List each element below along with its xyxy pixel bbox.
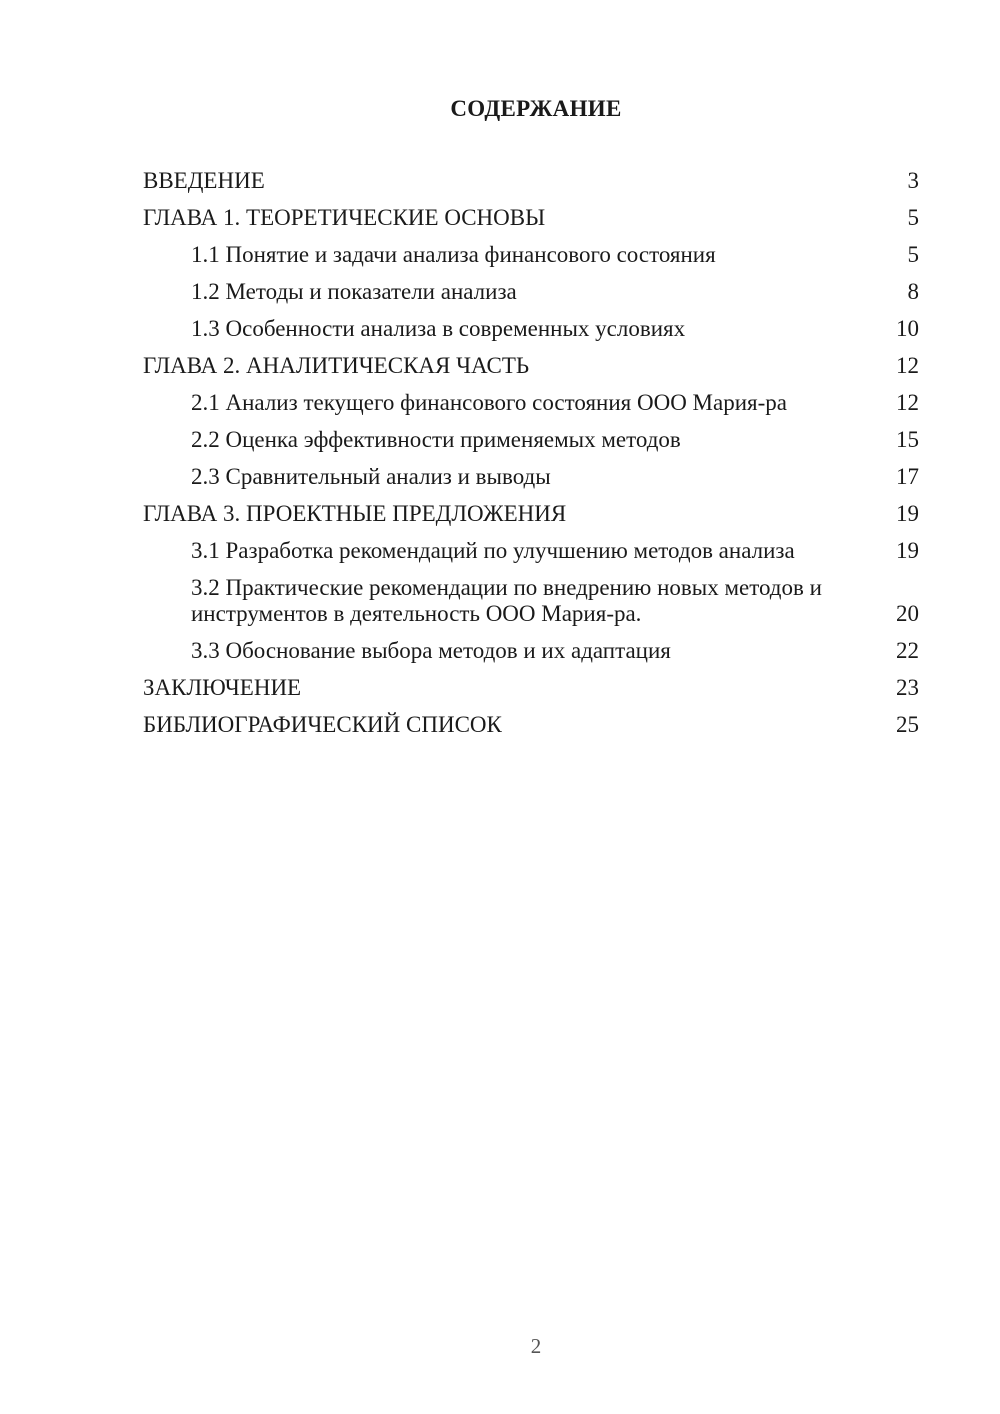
page-number: 2 [530, 1334, 542, 1358]
toc-entry [143, 353, 919, 379]
toc-entry-text: 1.2 Методы и показатели анализа [191, 279, 517, 304]
toc-entry-text: 2.1 Анализ текущего финансового состояния ООО Мария-ра [191, 390, 787, 415]
toc-entry [143, 316, 919, 342]
table-of-contents [143, 168, 919, 749]
toc-entry [143, 279, 919, 305]
toc-entry-page: 3 [907, 168, 919, 193]
toc-entry-page: 17 [896, 464, 919, 489]
toc-entry [143, 242, 919, 268]
toc-entry-page: 15 [896, 427, 919, 452]
toc-entry [143, 575, 919, 627]
toc-entry-text: ГЛАВА 3. ПРОЕКТНЫЕ ПРЕДЛОЖЕНИЯ [143, 501, 567, 526]
toc-entry-text: ГЛАВА 2. АНАЛИТИЧЕСКАЯ ЧАСТЬ [143, 353, 530, 378]
toc-entry [143, 464, 919, 490]
toc-entry [143, 501, 919, 527]
toc-entry [143, 538, 919, 564]
toc-entry-text: 3.2 Практические рекомендации по внедрению новых методов и инструментов в деятельность ООО Мария-ра. [191, 575, 822, 626]
toc-entry-text: БИБЛИОГРАФИЧЕСКИЙ СПИСОК [143, 712, 502, 737]
toc-entry-text: 2.3 Сравнительный анализ и выводы [191, 464, 551, 489]
toc-entry-page: 12 [896, 353, 919, 378]
toc-entry-page: 8 [907, 279, 919, 304]
toc-entry [143, 168, 919, 194]
toc-entry-page: 23 [896, 675, 919, 700]
toc-entry [143, 638, 919, 664]
toc-entry-text: 2.2 Оценка эффективности применяемых методов [191, 427, 681, 452]
toc-title: СОДЕРЖАНИЕ [450, 96, 622, 121]
toc-entry-text: 3.1 Разработка рекомендаций по улучшению методов анализа [191, 538, 795, 563]
toc-entry [143, 205, 919, 231]
toc-entry-page: 5 [907, 205, 919, 230]
toc-entry-page: 19 [896, 538, 919, 563]
toc-entry-page: 10 [896, 316, 919, 341]
toc-entry-text: 1.3 Особенности анализа в современных условиях [191, 316, 686, 341]
toc-entry-page: 19 [896, 501, 919, 526]
toc-entry-text: 1.1 Понятие и задачи анализа финансового состояния [191, 242, 716, 267]
toc-entry-text: 3.3 Обоснование выбора методов и их адаптация [191, 638, 671, 663]
toc-entry-page: 25 [896, 712, 919, 737]
toc-entry [143, 390, 919, 416]
toc-entry-text: ГЛАВА 1. ТЕОРЕТИЧЕСКИЕ ОСНОВЫ [143, 205, 546, 230]
toc-entry [143, 712, 919, 738]
toc-entry-page: 12 [896, 390, 919, 415]
toc-entry-text: ВВЕДЕНИЕ [143, 168, 265, 193]
toc-entry-text: ЗАКЛЮЧЕНИЕ [143, 675, 302, 700]
toc-entry-page: 20 [896, 601, 919, 626]
toc-entry [143, 427, 919, 453]
toc-entry-page: 5 [907, 242, 919, 267]
toc-entry-page: 22 [896, 638, 919, 663]
toc-entry [143, 675, 919, 701]
